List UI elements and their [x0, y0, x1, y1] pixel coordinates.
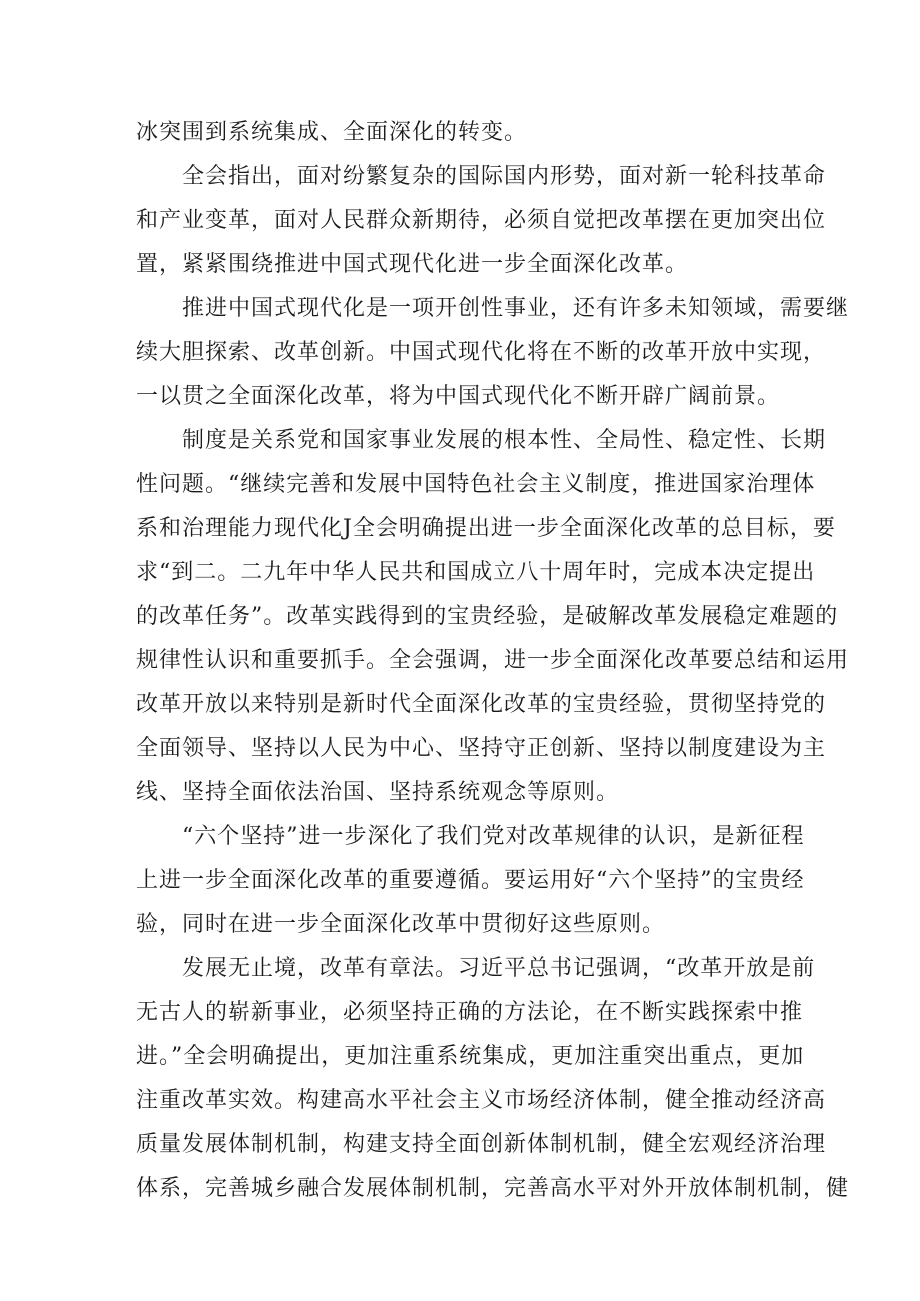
text-line: 发展无止境，改革有章法。习近平总书记强调，“改革开放是前: [182, 956, 816, 981]
text-line: 求“到二。二九年中华人民共和国成立八十周年时，完成本决定提出: [136, 560, 816, 585]
text-line: 上进一步全面深化改革的重要遵循。要运用好“六个坚持”的宝贵经: [136, 868, 805, 893]
text-line: 质量发展体制机制，构建支持全面创新体制机制，健全宏观经济治理: [136, 1132, 827, 1157]
text-line: 的改革任务”。改革实践得到的宝贵经验，是破解改革发展稳定难题的: [136, 604, 839, 629]
text-line: 改革开放以来特别是新时代全面深化改革的宝贵经验，贯彻坚持党的: [136, 692, 827, 717]
text-line: 体系，完善城乡融合发展体制机制，完善高水平对外开放体制机制，健: [136, 1176, 850, 1201]
text-line: 无古人的崭新事业，必须坚持正确的方法论，在不断实践探索中推: [136, 1000, 804, 1025]
text-line: “六个坚持”进一步深化了我们党对改革规律的认识，是新征程: [182, 824, 805, 849]
text-line: 规律性认识和重要抓手。全会强调，进一步全面深化改革要总结和运用: [136, 648, 850, 673]
text-line: 全会指出，面对纷繁复杂的国际国内形势，面对新一轮科技革命: [182, 164, 827, 189]
text-line: 验，同时在进一步全面深化改革中贯彻好这些原则。: [136, 912, 666, 937]
text-line: 一以贯之全面深化改革，将为中国式现代化不断开辟广阔前景。: [136, 384, 781, 409]
text-line: 性问题。“继续完善和发展中国特色社会主义制度，推进国家治理体: [136, 472, 816, 497]
text-line: 注重改革实效。构建高水平社会主义市场经济体制，健全推动经济高: [136, 1088, 827, 1113]
text-line: 置，紧紧围绕推进中国式现代化进一步全面深化改革。: [136, 252, 689, 277]
text-line: 线、坚持全面依法治国、坚持系统观念等原则。: [136, 780, 620, 805]
text-line: 全面领导、坚持以人民为中心、坚持守正创新、坚持以制度建设为主: [136, 736, 827, 761]
text-line: 续大胆探索、改革创新。中国式现代化将在不断的改革开放中实现，: [136, 340, 827, 365]
text-line: 和产业变革，面对人民群众新期待，必须自觉把改革摆在更加突出位: [136, 208, 827, 233]
text-line: 推进中国式现代化是一项开创性事业，还有许多未知领域，需要继: [182, 296, 850, 321]
text-line: 制度是关系党和国家事业发展的根本性、全局性、稳定性、长期: [182, 428, 827, 453]
text-line: 进。”全会明确提出，更加注重系统集成，更加注重突出重点，更加: [136, 1044, 805, 1069]
text-line: 冰突围到系统集成、全面深化的转变。: [136, 120, 528, 145]
text-line: 系和治理能力现代化J全会明确提出进一步全面深化改革的总目标，要: [136, 516, 836, 541]
